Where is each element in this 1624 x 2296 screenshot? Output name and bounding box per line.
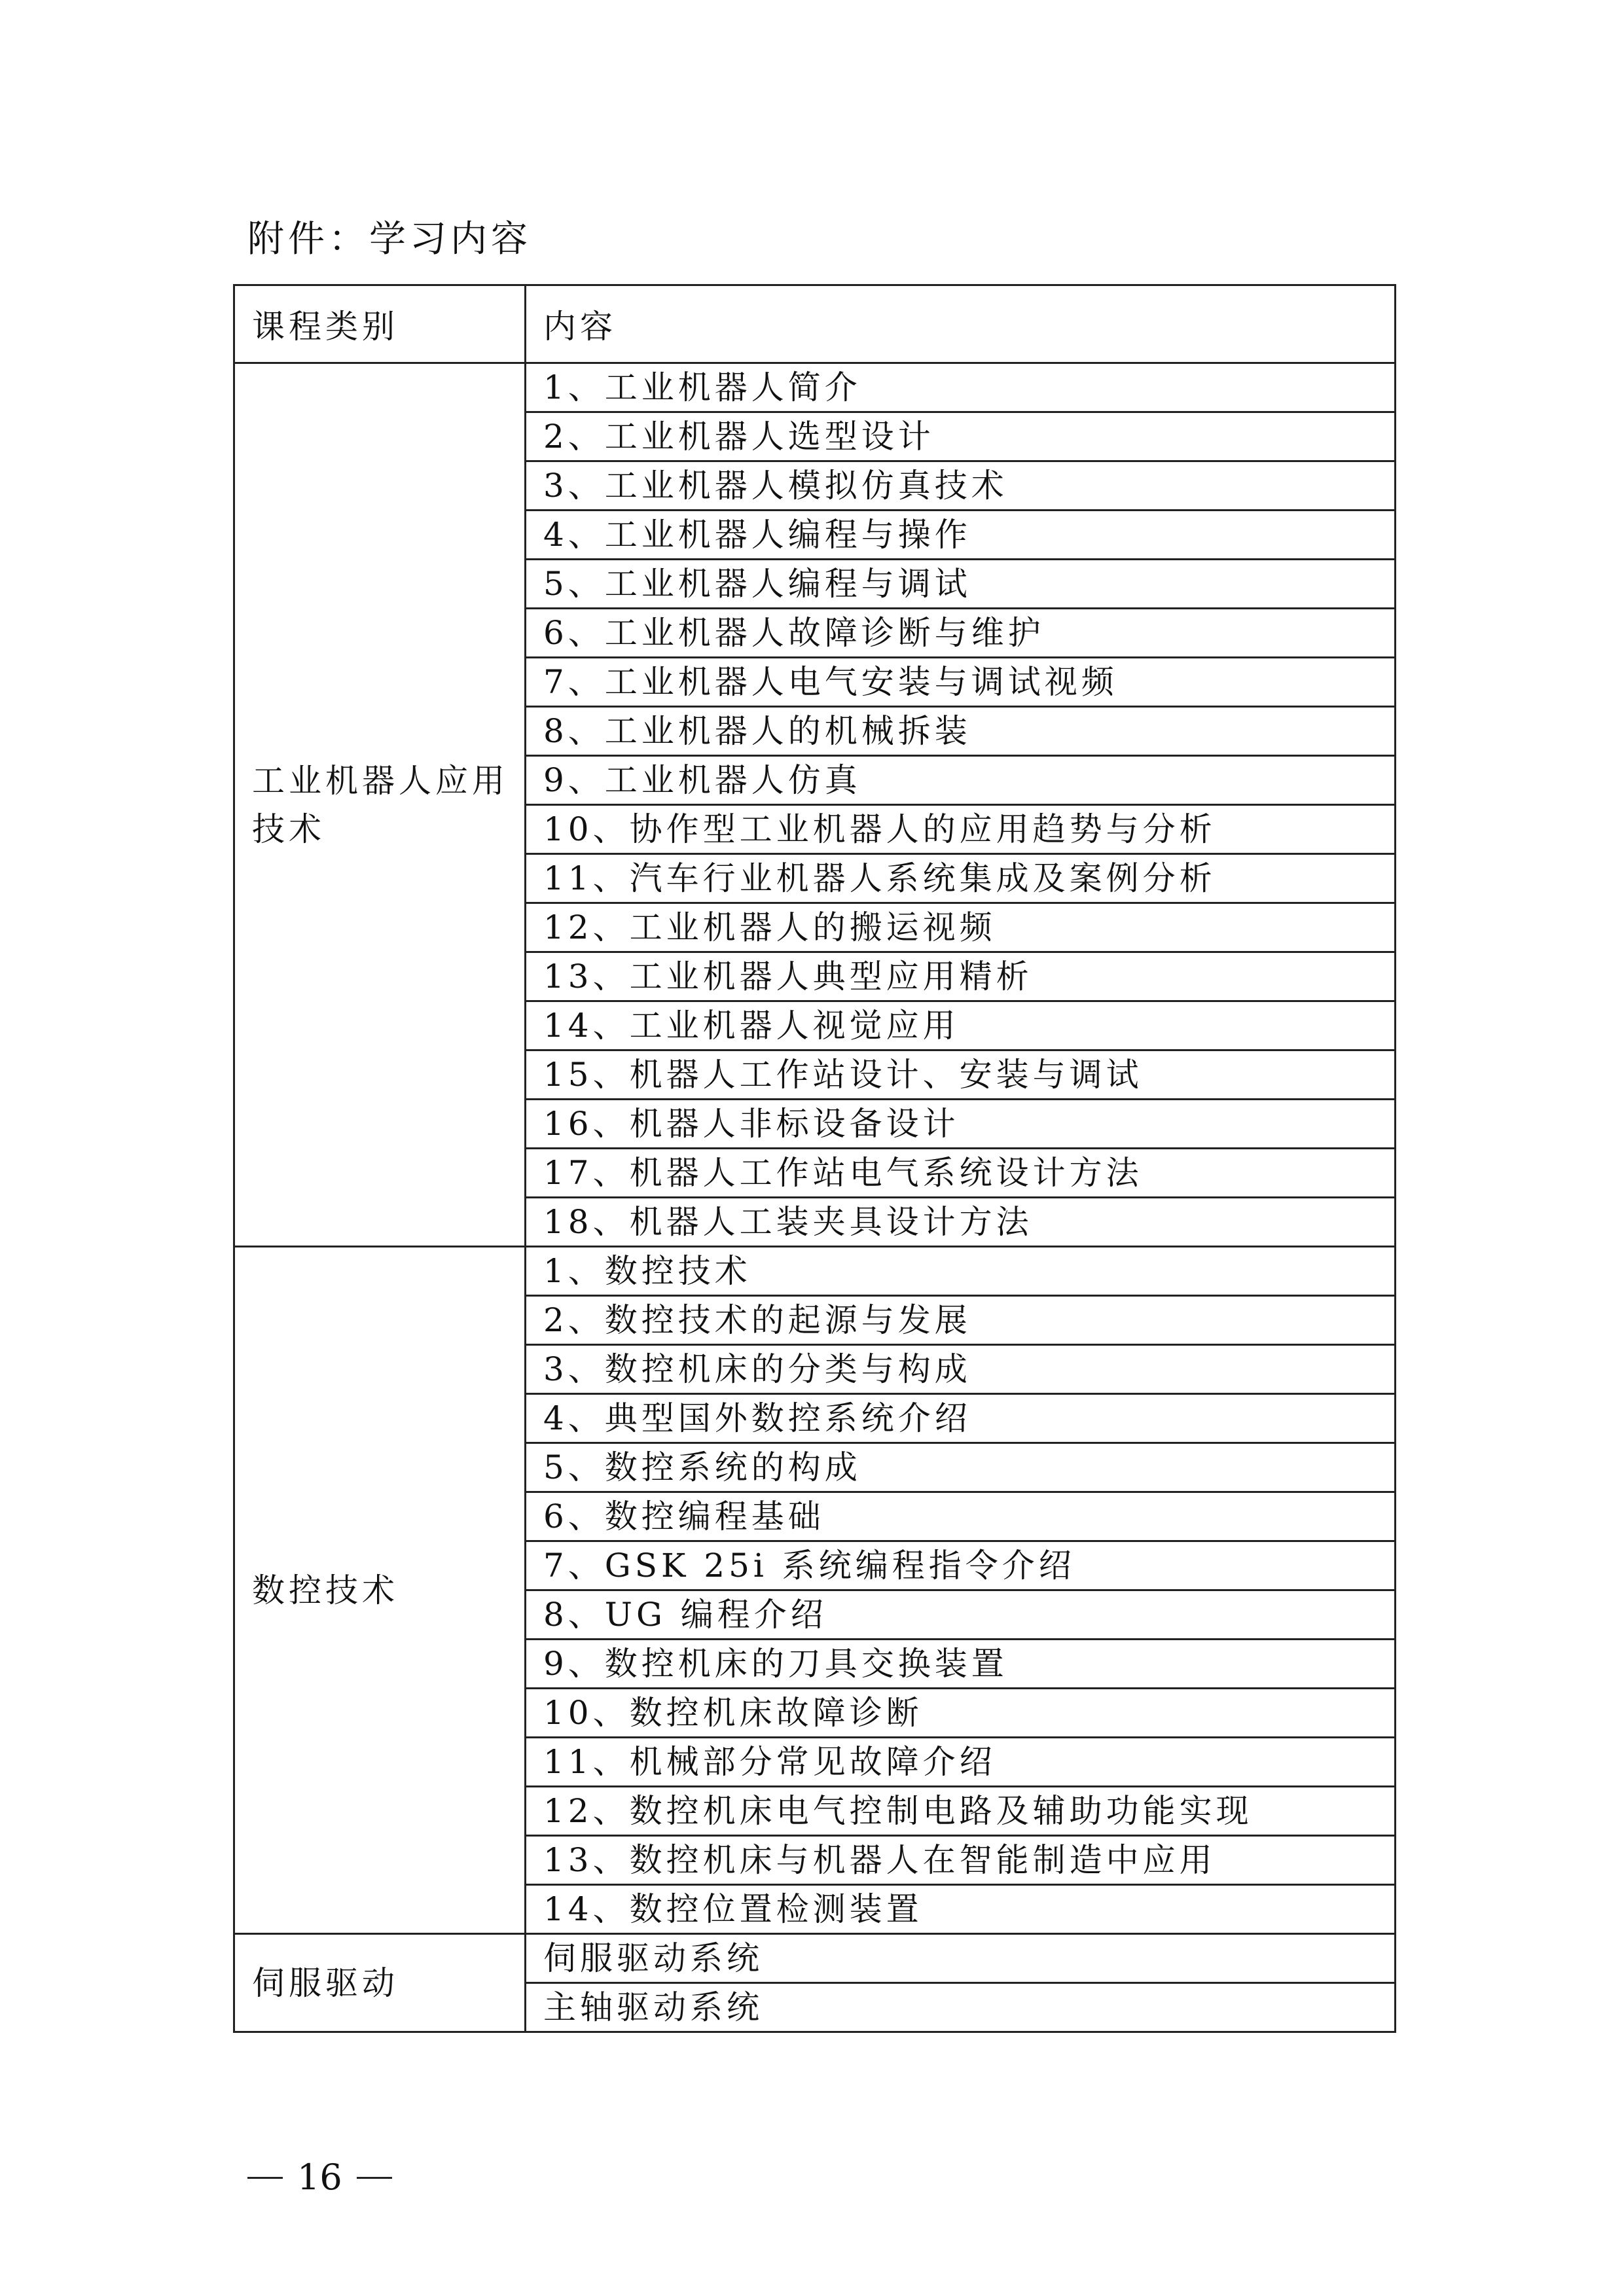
table-header-row <box>234 285 1396 363</box>
content-item-cell: 9、工业机器人仿真 <box>526 756 1396 805</box>
course-category-cell: 数控技术 <box>234 1247 526 1934</box>
content-item-cell: 3、数控机床的分类与构成 <box>526 1345 1396 1394</box>
content-item-cell: 2、数控技术的起源与发展 <box>526 1296 1396 1345</box>
footer-dash-right <box>357 2177 392 2179</box>
course-category-cell: 工业机器人应用技术 <box>234 363 526 1247</box>
content-item-cell: 1、工业机器人简介 <box>526 363 1396 412</box>
content-item-cell: 13、工业机器人典型应用精析 <box>526 952 1396 1001</box>
table-row <box>234 1934 1396 1983</box>
footer-dash-left <box>247 2177 283 2179</box>
content-item-cell: 伺服驱动系统 <box>526 1934 1396 1983</box>
content-item-cell: 14、数控位置检测装置 <box>526 1885 1396 1934</box>
content-item-cell: 8、UG 编程介绍 <box>526 1590 1396 1640</box>
content-item-cell: 4、工业机器人编程与操作 <box>526 511 1396 560</box>
content-item-cell: 5、数控系统的构成 <box>526 1443 1396 1492</box>
content-item-cell: 4、典型国外数控系统介绍 <box>526 1394 1396 1443</box>
content-item-cell: 9、数控机床的刀具交换装置 <box>526 1640 1396 1689</box>
course-category-cell: 伺服驱动 <box>234 1934 526 2032</box>
content-item-cell: 10、数控机床故障诊断 <box>526 1689 1396 1738</box>
content-item-cell: 10、协作型工业机器人的应用趋势与分析 <box>526 805 1396 854</box>
content-item-cell: 6、工业机器人故障诊断与维护 <box>526 609 1396 658</box>
course-content-table <box>233 284 1396 2033</box>
page-number: 16 <box>297 2157 342 2198</box>
content-item-cell: 7、工业机器人电气安装与调试视频 <box>526 658 1396 707</box>
header-course-category: 课程类别 <box>234 285 526 363</box>
table-row <box>234 1247 1396 1296</box>
content-item-cell: 2、工业机器人选型设计 <box>526 412 1396 461</box>
table-body <box>234 285 1396 2032</box>
content-item-cell: 11、汽车行业机器人系统集成及案例分析 <box>526 854 1396 903</box>
content-item-cell: 11、机械部分常见故障介绍 <box>526 1738 1396 1787</box>
content-item-cell: 7、GSK 25i 系统编程指令介绍 <box>526 1541 1396 1590</box>
content-item-cell: 主轴驱动系统 <box>526 1983 1396 2032</box>
page-footer <box>247 2148 392 2207</box>
content-item-cell: 5、工业机器人编程与调试 <box>526 560 1396 609</box>
content-item-cell: 17、机器人工作站电气系统设计方法 <box>526 1149 1396 1198</box>
content-item-cell: 1、数控技术 <box>526 1247 1396 1296</box>
content-item-cell: 18、机器人工装夹具设计方法 <box>526 1198 1396 1247</box>
content-item-cell: 15、机器人工作站设计、安装与调试 <box>526 1050 1396 1100</box>
content-item-cell: 3、工业机器人模拟仿真技术 <box>526 461 1396 511</box>
content-item-cell: 12、数控机床电气控制电路及辅助功能实现 <box>526 1787 1396 1836</box>
content-item-cell: 6、数控编程基础 <box>526 1492 1396 1541</box>
content-item-cell: 14、工业机器人视觉应用 <box>526 1001 1396 1050</box>
header-content: 内容 <box>526 285 1396 363</box>
content-item-cell: 13、数控机床与机器人在智能制造中应用 <box>526 1836 1396 1885</box>
table-row <box>234 363 1396 412</box>
content-item-cell: 12、工业机器人的搬运视频 <box>526 903 1396 952</box>
content-item-cell: 8、工业机器人的机械拆装 <box>526 707 1396 756</box>
attachment-heading: 附件：学习内容 <box>247 218 532 260</box>
content-item-cell: 16、机器人非标设备设计 <box>526 1100 1396 1149</box>
